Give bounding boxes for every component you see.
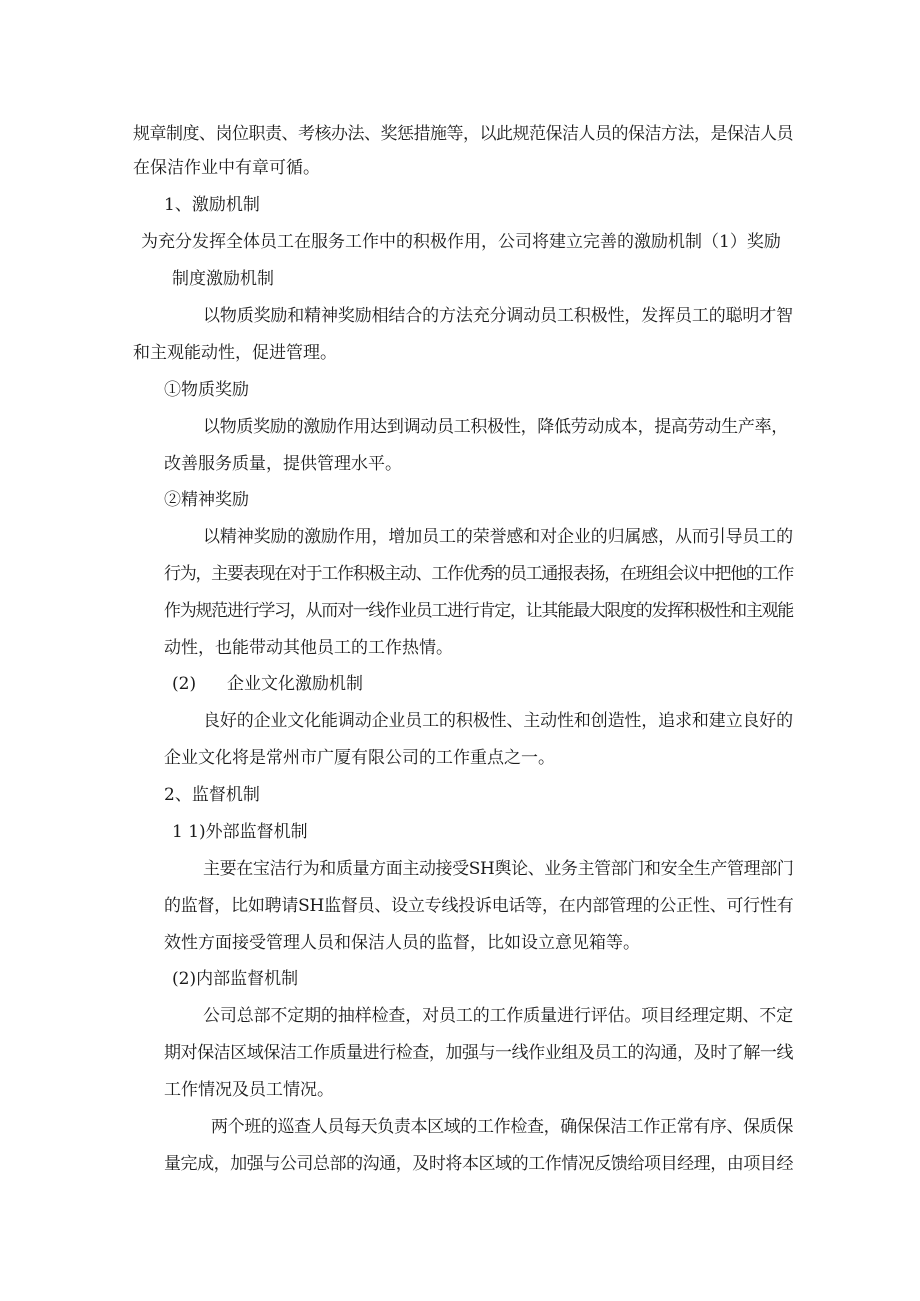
paragraph-line: 企业文化将是常州市广厦有限公司的工作重点之一。: [164, 748, 555, 768]
paragraph-line: 工作情况及员工情况。: [164, 1080, 334, 1100]
section-heading: 1、激励机制: [164, 195, 260, 215]
paragraph-line: 量完成，加强与公司总部的沟通，及时将本区域的工作情况反馈给项目经理，由项目经: [164, 1154, 793, 1174]
list-number: (2): [172, 674, 197, 694]
subsection-heading: ①物质奖励: [164, 380, 249, 400]
paragraph-line: 为充分发挥全体员工在服务工作中的积极作用，公司将建立完善的激励机制（1）奖励: [141, 232, 781, 252]
paragraph-line: 规章制度、岗位职责、考核办法、奖惩措施等，以此规范保洁人员的保洁方法，是保洁人员: [133, 124, 793, 144]
paragraph-line: 以精神奖励的激励作用，增加员工的荣誉感和对企业的归属感，从而引导员工的: [203, 527, 793, 547]
paragraph-line: 的监督，比如聘请SH监督员、设立专线投诉电话等，在内部管理的公正性、可行性有: [164, 896, 794, 916]
paragraph-line: 和主观能动性，促进管理。: [133, 343, 337, 363]
paragraph-line: 在保洁作业中有章可循。: [133, 158, 320, 178]
paragraph-line: 行为，主要表现在对于工作积极主动、工作优秀的员工通报表扬，在班组会议中把他的工作: [164, 564, 793, 584]
paragraph-line: 制度激励机制: [172, 269, 274, 289]
paragraph-line: 以物质奖励的激励作用达到调动员工积极性，降低劳动成本，提高劳动生产率，: [203, 417, 788, 437]
paragraph-line: 改善服务质量，提供管理水平。: [164, 454, 402, 474]
subsection-heading: ②精神奖励: [164, 490, 249, 510]
paragraph-line: 以物质奖励和精神奖励相结合的方法充分调动员工积极性，发挥员工的聪明才智: [203, 306, 793, 326]
paragraph-line: 主要在宝洁行为和质量方面主动接受SH舆论、业务主管部门和安全生产管理部门: [203, 859, 794, 879]
paragraph-line: 良好的企业文化能调动企业员工的积极性、主动性和创造性，追求和建立良好的: [203, 711, 793, 731]
section-heading: 2、监督机制: [164, 785, 260, 805]
paragraph-line: 公司总部不定期的抽样检查，对员工的工作质量进行评估。项目经理定期、不定: [203, 1006, 793, 1026]
paragraph-line: 两个班的巡查人员每天负责本区域的工作检查，确保保洁工作正常有序、保质保: [211, 1117, 793, 1137]
paragraph-line: 动性，也能带动其他员工的工作热情。: [164, 638, 453, 658]
subsection-heading: 企业文化激励机制: [227, 674, 363, 694]
paragraph-line: 效性方面接受管理人员和保洁人员的监督，比如设立意见箱等。: [164, 933, 640, 953]
paragraph-line: 作为规范进行学习，从而对一线作业员工进行肯定，让其能最大限度的发挥积极性和主观能: [164, 601, 793, 621]
paragraph-line: 期对保洁区域保洁工作质量进行检查，加强与一线作业组及员工的沟通，及时了解一线: [164, 1043, 793, 1063]
subsection-heading: (2)内部监督机制: [172, 969, 299, 989]
subsection-heading: 1 1)外部监督机制: [172, 822, 308, 842]
